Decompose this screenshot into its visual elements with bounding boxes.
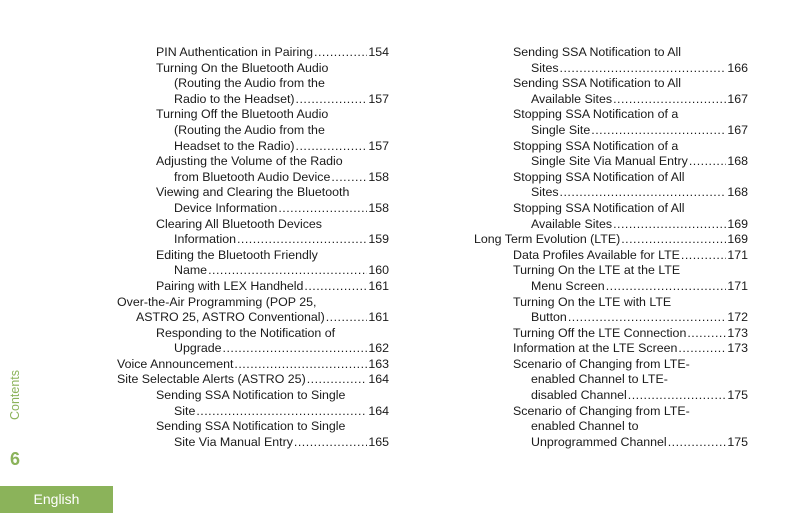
toc-dot-leader — [314, 45, 367, 61]
toc-entry[interactable] — [117, 61, 389, 108]
toc-entry[interactable] — [117, 107, 389, 154]
toc-entry-text: Scenario of Changing from LTE- — [513, 403, 690, 418]
toc-page-number: 159 — [368, 232, 389, 247]
toc-page-number: 169 — [727, 216, 748, 231]
toc-entry-text: Radio to the Headset) — [174, 91, 295, 106]
toc-entry-text: Data Profiles Available for LTE — [513, 247, 680, 262]
toc-entry-text: (Routing the Audio from the — [174, 122, 325, 137]
toc-entry-text: Scenario of Changing from LTE- — [513, 356, 690, 371]
toc-dot-leader — [196, 404, 367, 420]
toc-entry-text: Information — [174, 232, 236, 247]
toc-entry-text: PIN Authentication in Pairing — [156, 45, 314, 59]
toc-entry-text: Single Site Via Manual Entry — [531, 154, 688, 169]
toc-page-number: 161 — [368, 310, 389, 325]
toc-entry-text: Responding to the Notification of — [156, 325, 336, 340]
toc-dot-leader — [681, 248, 726, 264]
toc-page-number: 164 — [368, 372, 389, 387]
toc-dot-leader — [628, 388, 727, 404]
toc-dot-leader — [568, 310, 726, 326]
toc-entry-text: Single Site — [531, 122, 591, 137]
toc-entry-text: Stopping SSA Notification of All — [513, 200, 685, 215]
toc-entry-text: Upgrade — [174, 341, 222, 356]
toc-page-number: 172 — [727, 310, 748, 325]
toc-entry-text: from Bluetooth Audio Device — [174, 169, 331, 184]
toc-page-number: 158 — [368, 200, 389, 215]
toc-dot-leader — [307, 372, 368, 388]
toc-entry[interactable] — [117, 185, 389, 216]
toc-page-number: 162 — [368, 341, 389, 356]
toc-entry[interactable] — [117, 295, 389, 326]
toc-entry-text: Sending SSA Notification to Single — [156, 388, 346, 403]
toc-page-number: 168 — [727, 185, 748, 200]
toc-page-number: 164 — [368, 403, 389, 418]
toc-page-number: 167 — [727, 122, 748, 137]
toc-entry[interactable] — [474, 45, 748, 76]
toc-entry-text: Turning Off the LTE Connection — [513, 325, 687, 340]
toc-entry[interactable] — [474, 170, 748, 201]
toc-page-number: 168 — [727, 154, 748, 169]
toc-dot-leader — [208, 263, 367, 279]
toc-dot-leader — [613, 92, 726, 108]
toc-entry-text: Turning On the LTE at the LTE — [513, 263, 681, 278]
section-label-text: Contents — [8, 369, 22, 421]
section-label — [4, 367, 26, 423]
toc-dot-leader — [687, 326, 726, 342]
toc-entry[interactable] — [117, 45, 389, 61]
toc-dot-leader — [591, 123, 726, 139]
toc-entry[interactable] — [117, 326, 389, 357]
toc-page-number: 166 — [727, 60, 748, 75]
toc-entry[interactable] — [474, 107, 748, 138]
toc-entry[interactable] — [117, 217, 389, 248]
toc-dot-leader — [678, 341, 726, 357]
toc-entry[interactable] — [117, 372, 389, 388]
toc-page-number: 154 — [368, 45, 389, 59]
toc-page-number: 163 — [368, 356, 389, 371]
toc-dot-leader — [304, 279, 367, 295]
toc-dot-leader — [296, 139, 368, 155]
toc-page-number: 157 — [368, 91, 389, 106]
toc-entry-text: Viewing and Clearing the Bluetooth — [156, 185, 350, 200]
toc-entry[interactable] — [117, 248, 389, 279]
toc-entry-text: Site Via Manual Entry — [174, 434, 293, 449]
page-number: 6 — [10, 449, 21, 469]
toc-left-column — [117, 45, 389, 450]
toc-dot-leader — [606, 279, 727, 295]
toc-dot-leader — [560, 185, 727, 201]
toc-entry-text: Unprogrammed Channel — [531, 434, 667, 449]
toc-page-number: 171 — [727, 247, 748, 262]
toc-entry[interactable] — [117, 154, 389, 185]
toc-entry-text: Sites — [531, 185, 559, 200]
toc-dot-leader — [326, 310, 368, 326]
toc-dot-leader — [560, 61, 727, 77]
toc-dot-leader — [331, 170, 367, 186]
toc-right-column — [474, 45, 748, 450]
toc-dot-leader — [223, 341, 368, 357]
toc-page-number: 175 — [727, 434, 748, 449]
toc-entry[interactable] — [117, 388, 389, 419]
toc-entry-text: Menu Screen — [531, 278, 605, 293]
toc-page-number: 171 — [727, 278, 748, 293]
toc-entry-text: Turning On the LTE with LTE — [513, 294, 672, 309]
toc-entry-text: Site Selectable Alerts (ASTRO 25) — [117, 372, 306, 387]
toc-page-number: 167 — [727, 91, 748, 106]
toc-entry-text: Adjusting the Volume of the Radio — [156, 154, 343, 169]
toc-entry[interactable] — [474, 139, 748, 170]
toc-page-number: 160 — [368, 263, 389, 278]
toc-entry-text: Clearing All Bluetooth Devices — [156, 216, 322, 231]
toc-entry-text: Stopping SSA Notification of a — [513, 138, 679, 153]
toc-entry-text: Over-the-Air Programming (POP 25, — [117, 294, 317, 309]
toc-entry-text: Sending SSA Notification to Single — [156, 419, 346, 434]
toc-page-number: 158 — [368, 169, 389, 184]
toc-entry-text: ASTRO 25, ASTRO Conventional) — [136, 310, 325, 325]
toc-entry-text: Long Term Evolution (LTE) — [474, 232, 621, 247]
toc-dot-leader — [296, 92, 368, 108]
toc-dot-leader — [294, 435, 367, 451]
toc-entry-text: Information at the LTE Screen — [513, 341, 678, 356]
toc-dot-leader — [278, 201, 367, 217]
toc-entry[interactable] — [474, 201, 748, 232]
toc-dot-leader — [613, 217, 726, 233]
toc-entry-text: Button — [531, 310, 567, 325]
toc-page-number: 165 — [368, 434, 389, 449]
toc-entry-text: Available Sites — [531, 216, 613, 231]
toc-dot-leader — [689, 154, 727, 170]
toc-dot-leader — [234, 357, 367, 373]
toc-page-number: 161 — [368, 278, 389, 293]
toc-dot-leader — [621, 232, 726, 248]
toc-entry-text: Turning On the Bluetooth Audio — [156, 60, 329, 75]
toc-entry-text: Device Information — [174, 200, 278, 215]
language-tab: English — [0, 486, 113, 513]
toc-page-number: 173 — [727, 325, 748, 340]
toc-entry-text: Stopping SSA Notification of All — [513, 169, 685, 184]
toc-entry-text: Voice Announcement — [117, 356, 234, 371]
toc-entry[interactable] — [474, 326, 748, 342]
toc-entry[interactable] — [474, 263, 748, 294]
toc-entry[interactable] — [474, 295, 748, 326]
toc-entry-text: enabled Channel to LTE- — [531, 372, 668, 387]
toc-entry[interactable] — [117, 419, 389, 450]
toc-page-number: 157 — [368, 138, 389, 153]
toc-entry-text: Editing the Bluetooth Friendly — [156, 247, 318, 262]
toc-dot-leader — [237, 232, 367, 248]
toc-entry-text: Sending SSA Notification to All — [513, 76, 682, 91]
toc-entry-text: Stopping SSA Notification of a — [513, 107, 679, 122]
toc-entry-text: Sending SSA Notification to All — [513, 45, 682, 59]
toc-entry-text: disabled Channel — [531, 388, 627, 403]
toc-entry[interactable] — [474, 404, 748, 451]
toc-entry-text: Sites — [531, 60, 559, 75]
toc-entry-text: Site — [174, 403, 196, 418]
toc-entry[interactable] — [474, 232, 748, 248]
toc-entry-text: Headset to the Radio) — [174, 138, 295, 153]
toc-entry[interactable] — [117, 279, 389, 295]
toc-entry[interactable] — [117, 357, 389, 373]
toc-page-number: 173 — [727, 341, 748, 356]
toc-entry-text: Available Sites — [531, 91, 613, 106]
toc-entry[interactable] — [474, 357, 748, 404]
toc-entry-text: Turning Off the Bluetooth Audio — [156, 107, 329, 122]
toc-entry-text: Pairing with LEX Handheld — [156, 278, 304, 293]
toc-page-number: 175 — [727, 388, 748, 403]
toc-entry-text: Name — [174, 263, 208, 278]
toc-entry[interactable] — [474, 76, 748, 107]
toc-page-number: 169 — [727, 232, 748, 247]
toc-entry[interactable] — [474, 248, 748, 264]
toc-entry[interactable] — [474, 341, 748, 357]
toc-entry-text: enabled Channel to — [531, 419, 639, 434]
toc-entry-text: (Routing the Audio from the — [174, 76, 325, 91]
toc-dot-leader — [668, 435, 727, 451]
